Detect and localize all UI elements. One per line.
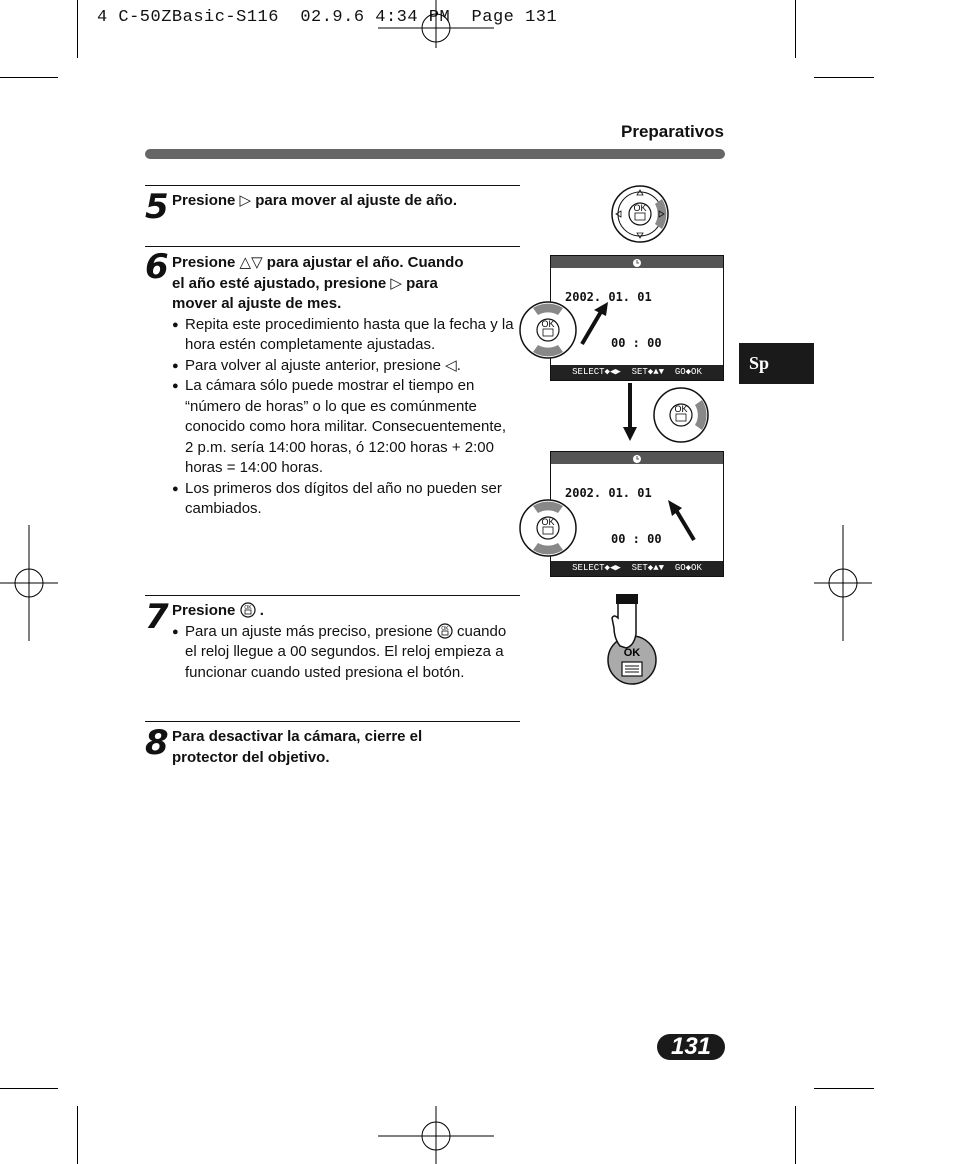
bullet-item: ● Repita este procedimiento hasta que la fecha y la hora estén completamente ajustadas. [172, 315, 517, 356]
registration-mark-icon [0, 525, 60, 641]
bullet-item: ● Los primeros dos dígitos del año no pueden ser cambiados. [172, 479, 517, 520]
bullet-text: cuando el reloj llegue a 00 segundos. El reloj empieza a funcionar cuando usted presiona el botón. [185, 622, 507, 681]
ok-button-icon [240, 602, 256, 618]
language-tab: Sp [739, 343, 814, 384]
step-number: 5 [145, 187, 169, 227]
clock-icon [631, 258, 643, 268]
crop-mark [0, 1088, 58, 1089]
step-8-text [172, 727, 472, 768]
step-6-text [172, 253, 517, 520]
right-triangle-icon: ▷ [239, 192, 252, 209]
down-arrow-icon [622, 383, 638, 443]
pointer-arrow-icon [578, 300, 614, 348]
crop-mark [814, 77, 874, 78]
crop-mark [77, 1106, 78, 1164]
bullet-text: Para un ajuste más preciso, presione [185, 622, 433, 640]
svg-text:OK: OK [674, 404, 688, 414]
step-5-post: para mover al ajuste de año. [255, 192, 458, 209]
step-7-text [172, 601, 517, 683]
clock-icon [631, 454, 643, 464]
svg-text:OK: OK [441, 625, 449, 632]
crop-mark [795, 1106, 796, 1164]
registration-mark-icon [814, 525, 874, 641]
step-6-line2-pre: el año esté ajustado, presione [172, 274, 387, 292]
step-6-line1-post: para ajustar el año. Cuando [266, 254, 464, 271]
bullet-item: ● La cámara sólo puede mostrar el tiempo en “número de horas” o lo que es comúnmente conocido como hora militar. Consecuentemente, 2 p.m. sería 14:00 horas, ó 12:00 horas + 2:00 horas = 14:00 horas. [172, 376, 517, 479]
step-divider [145, 185, 520, 186]
arrow-pad-icon [610, 184, 670, 244]
step-divider [145, 721, 520, 722]
registration-mark-icon [378, 1106, 496, 1164]
step-number: 7 [145, 597, 169, 637]
step-8-bold: Para desactivar la cámara, cierre el protector del objetivo. [172, 728, 423, 766]
header-bar [145, 149, 725, 159]
step-number: 6 [145, 247, 169, 287]
step-number: 8 [145, 723, 169, 763]
up-down-triangle-icon: △▽ [239, 254, 263, 271]
finger-press-ok-icon [604, 594, 660, 690]
svg-text:OK: OK [541, 319, 555, 329]
ok-button-icon [437, 623, 453, 639]
crop-mark [814, 1088, 874, 1089]
svg-text:OK: OK [633, 203, 647, 213]
screen-footer: SELECT◆◀▶ SET◆▲▼ GO◆OK [551, 561, 723, 576]
step-5-pre: Presione [172, 192, 236, 209]
crop-mark [795, 0, 796, 58]
right-triangle-icon: ▷ [390, 274, 402, 292]
arrow-pad-icon [518, 498, 578, 558]
arrow-pad-icon [652, 386, 710, 444]
screen-footer: SELECT◆◀▶ SET◆▲▼ GO◆OK [551, 365, 723, 380]
date-readout: 2002. 01. 01 [565, 290, 652, 304]
crop-mark [77, 0, 78, 58]
time-readout: 00 : 00 [611, 532, 662, 546]
left-triangle-icon: ◁ [445, 356, 457, 374]
step-5-text [172, 191, 517, 212]
bullet-item: ● Para volver al ajuste anterior, presione ◁. [172, 356, 517, 377]
svg-text:OK: OK [541, 517, 555, 527]
step-divider [145, 595, 520, 596]
svg-text:OK: OK [243, 605, 252, 611]
page-number: 131 [657, 1034, 725, 1060]
section-title: Preparativos [621, 122, 724, 141]
date-readout: 2002. 01. 01 [565, 486, 652, 500]
step-6-line1-pre: Presione [172, 254, 236, 271]
step-7-post: . [259, 602, 264, 619]
registration-mark-icon [378, 0, 496, 48]
step-7-pre: Presione [172, 602, 236, 619]
crop-mark [0, 77, 58, 78]
arrow-pad-icon [518, 300, 578, 360]
step-6-line3: mover al ajuste de mes. [172, 295, 342, 312]
bullet-item [172, 622, 517, 684]
print-slug: 4 C-50ZBasic-S116 02.9.6 4:34 PM Page 131 [97, 8, 558, 27]
ok-text: OK [623, 647, 641, 659]
bullet-text: Para volver al ajuste anterior, presione [185, 356, 441, 374]
step-divider [145, 246, 520, 247]
step-6-line2-post: para [406, 274, 438, 292]
time-readout: 00 : 00 [611, 336, 662, 350]
pointer-arrow-icon [664, 496, 700, 544]
